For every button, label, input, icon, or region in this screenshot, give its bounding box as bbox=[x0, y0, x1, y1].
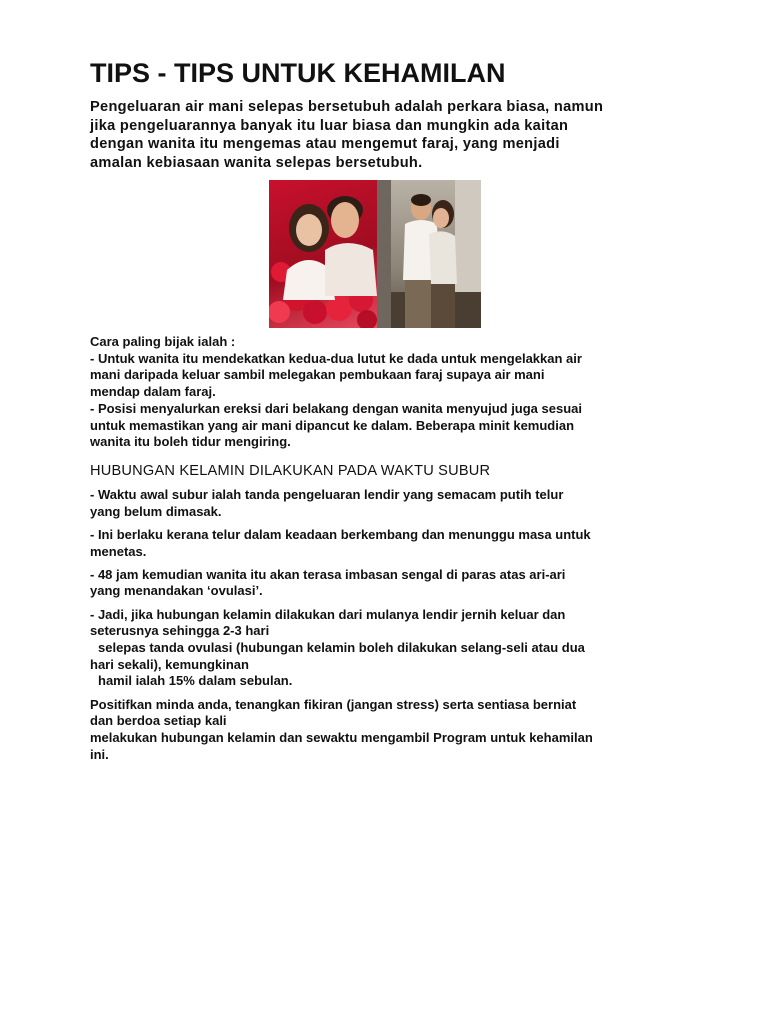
tip-line: - Waktu awal subur ialah tanda pengeluaran lendir yang semacam putih telur bbox=[90, 486, 564, 502]
closing-line: dan berdoa setiap kali bbox=[90, 713, 227, 729]
page-title: TIPS - TIPS UNTUK KEHAMILAN bbox=[90, 58, 506, 88]
cara-line: Cara paling bijak ialah : bbox=[90, 334, 236, 349]
cara-line: mani daripada keluar sambil melegakan pembukaan faraj supaya air mani bbox=[90, 367, 545, 383]
intro-line: jika pengeluarannya banyak itu luar biasa dan mungkin ada kaitan bbox=[90, 117, 569, 134]
intro-paragraph bbox=[90, 98, 680, 172]
closing-line: Positifkan minda anda, tenangkan fikiran (jangan stress) serta sentiasa berniat bbox=[90, 696, 577, 712]
cara-line: untuk memastikan yang air mani dipancut ke dalam. Beberapa minit kemudian bbox=[90, 417, 575, 433]
tip-paragraph bbox=[90, 527, 680, 560]
tip-line: - Jadi, jika hubungan kelamin dilakukan dari mulanya lendir jernih keluar dan bbox=[90, 606, 566, 622]
closing-line: ini. bbox=[90, 746, 109, 762]
tip-line: hamil ialah 15% dalam sebulan. bbox=[98, 673, 293, 689]
cara-line: wanita itu boleh tidur mengiring. bbox=[90, 434, 291, 450]
intro-line: dengan wanita itu mengemas atau mengemut faraj, yang menjadi bbox=[90, 136, 560, 152]
couple-roses-illustration bbox=[269, 180, 377, 328]
section-heading: HUBUNGAN KELAMIN DILAKUKAN PADA WAKTU SUBUR bbox=[90, 462, 491, 479]
cara-paragraph bbox=[90, 334, 680, 451]
cara-line: - Posisi menyalurkan ereksi dari belakang dengan wanita menyujud juga sesuai bbox=[90, 400, 583, 416]
tip-line: yang menandakan ‘ovulasi’. bbox=[90, 583, 263, 599]
document-page bbox=[90, 56, 680, 770]
tip-line: seterusnya sehingga 2-3 hari bbox=[90, 623, 270, 639]
intro-line: amalan kebiasaan wanita selepas bersetubuh. bbox=[90, 154, 423, 171]
cara-line: - Untuk wanita itu mendekatkan kedua-dua lutut ke dada untuk mengelakkan air bbox=[90, 350, 582, 366]
tip-paragraph bbox=[90, 567, 680, 600]
cara-line: mendap dalam faraj. bbox=[90, 384, 216, 400]
tip-paragraph bbox=[90, 607, 680, 691]
tip-line: hari sekali), kemungkinan bbox=[90, 656, 249, 672]
closing-line: melakukan hubungan kelamin dan sewaktu mengambil Program untuk kehamilan bbox=[90, 730, 593, 746]
couple-photo-left bbox=[269, 180, 377, 328]
tip-line: - Ini berlaku kerana telur dalam keadaan berkembang dan menunggu masa untuk bbox=[90, 526, 591, 542]
couple-photo-right bbox=[377, 180, 481, 328]
tip-line: menetas. bbox=[90, 543, 147, 559]
couple-room-illustration bbox=[377, 180, 481, 328]
intro-line: Pengeluaran air mani selepas bersetubuh adalah perkara biasa, namun bbox=[90, 99, 604, 115]
tip-line: yang belum dimasak. bbox=[90, 503, 222, 519]
tip-line: selepas tanda ovulasi (hubungan kelamin boleh dilakukan selang-seli atau dua bbox=[98, 640, 585, 656]
tip-line: - 48 jam kemudian wanita itu akan terasa imbasan sengal di paras atas ari-ari bbox=[90, 566, 566, 582]
photo-pair bbox=[90, 180, 680, 328]
closing-paragraph bbox=[90, 697, 680, 764]
tip-paragraph bbox=[90, 487, 680, 520]
